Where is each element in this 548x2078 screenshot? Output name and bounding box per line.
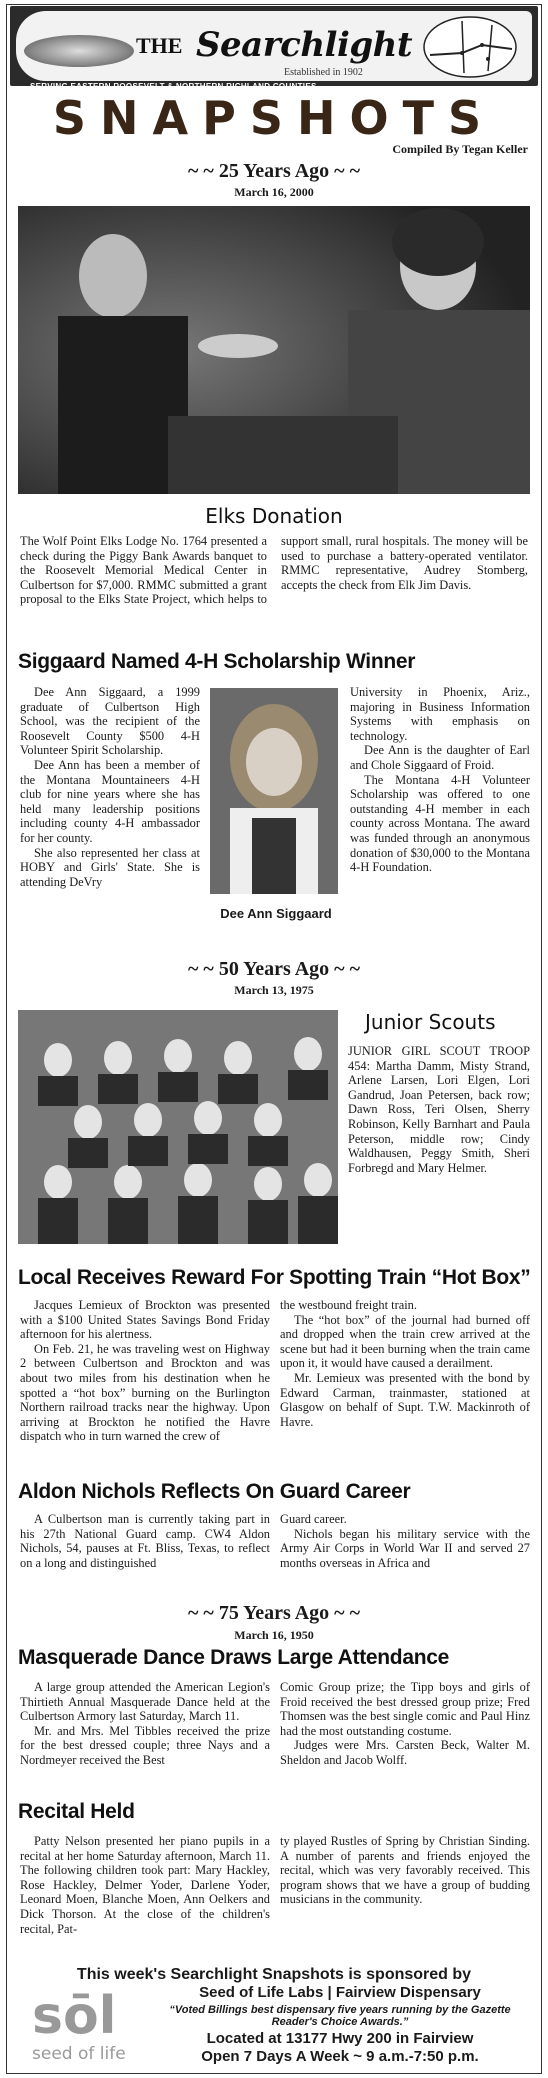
nichols-paragraph-1: A Culbertson man is currently taking part in his 27th National Guard camp. CW4 Aldon Nichols, 54, pauses at Ft. Bliss, Texas, to reflect on a long and distinguished: [20, 1512, 270, 1570]
nichols-paragraph-3: Nichols began his military service with the Army Air Corps in World War II and served 27 months overseas in Africa and: [280, 1526, 530, 1570]
recital-left-column: [20, 1834, 270, 1936]
train-paragraph-5: Mr. Lemieux was presented with the bond by Edward Carman, trainmaster, stationed at Glasgow on behalf of Supt. T.W. Mackinroth of Havre.: [280, 1370, 530, 1429]
train-left-column: [20, 1298, 270, 1444]
siggaard-paragraph-5: Dee Ann is the daughter of Earl and Chole Siggaard of Froid.: [350, 743, 530, 772]
junior-scouts-photo: [18, 1010, 338, 1244]
nichols-headline: Aldon Nichols Reflects On Guard Career: [18, 1480, 411, 1503]
siggaard-paragraph-6: The Montana 4-H Volunteer Scholarship was offered to one outstanding 4-H member in each county across Montana. The award was funded through an anonymous donation of $30,000 to the Montana 4-H Foundation.: [350, 772, 530, 875]
searchlight-lamp-icon: [24, 35, 134, 67]
siggaard-paragraph-3: She also represented her class at HOBY and Girls' State. She is attending DeVry: [20, 845, 200, 889]
compiled-by: Compiled By Tegan Keller: [392, 142, 528, 156]
elks-donation-photo: [18, 206, 530, 494]
masthead: [10, 6, 538, 91]
train-headline: Local Receives Reward For Spotting Train “Hot Box”: [18, 1266, 531, 1289]
elks-article-text: [20, 534, 528, 607]
recital-paragraph-1: Patty Nelson presented her piano pupils in a recital at her home Saturday afternoon, March 11. The following children took part: Mary Hackley, Rose Hackley, Delmer Yoder, Darlene Yoder, Leonard Moen, Blanche Moen, Ann Oelkers and Dick Thorson. At the close of the children's recital, Pat-: [20, 1834, 270, 1936]
era-date-75: March 16, 1950: [234, 1628, 314, 1642]
masthead-tagline: SERVING EASTERN ROOSEVELT & NORTHERN RICHLAND COUNTIES: [30, 82, 317, 91]
era-heading-25: ~ ~ 25 Years Ago ~ ~: [188, 160, 360, 182]
nichols-left-column: [20, 1512, 270, 1570]
sponsor-hours: Open 7 Days A Week ~ 9 a.m.-7:50 p.m.: [201, 2048, 479, 2065]
masthead-banner: [16, 11, 532, 81]
sponsor-quote: “Voted Billings best dispensary five years running by the Gazette Reader's Choice Awards.”: [169, 2004, 511, 2028]
siggaard-paragraph-4: University in Phoenix, Ariz., majoring in Business Information Systems with emphasis on technology.: [350, 685, 530, 743]
area-map-icon: [422, 15, 518, 79]
masquerade-paragraph-3: Comic Group prize; the Tipp boys and girls of Froid received the best dressed group prize; Fred Thomsen was the best single comic and Paul Hinz had the most outstanding costume.: [280, 1680, 530, 1738]
train-paragraph-2: On Feb. 21, he was traveling west on Highway 2 between Culbertson and Brockton and was about two miles from his destination when he spotted a “hot box” burning on the Burlington Northern railroad tracks near the highway. Upon arriving at Brockton he notified the Havre dispatch who in turn warned the crew of: [20, 1341, 270, 1444]
siggaard-right-column: [350, 685, 530, 875]
nichols-right-column: [280, 1512, 530, 1570]
masthead-established: Established in 1902: [284, 67, 363, 78]
siggaard-paragraph-2: Dee Ann has been a member of the Montana Mountaineers 4-H club for nine years where she has held many leadership positions including county 4-H ambassador for her county.: [20, 757, 200, 845]
masquerade-left-column: [20, 1680, 270, 1768]
train-paragraph-4: The “hot box” of the journal had burned off and dropped when the train crew arrived at the scene but had it been burning when the train came upon it, it would have caused a derailment.: [280, 1312, 530, 1371]
siggaard-left-column: [20, 685, 200, 889]
era-date-25: March 16, 2000: [234, 185, 314, 199]
junior-scouts-caption: Junior Scouts: [365, 1010, 496, 1034]
seed-of-life-logo: sōl: [32, 1986, 117, 2046]
era-heading-75: ~ ~ 75 Years Ago ~ ~: [188, 1602, 360, 1624]
recital-paragraph-2: ty played Rustles of Spring by Christian Sinding. A number of parents and friends enjoyed the recital, which was very favorably received. This program shows that we have a group of budding musicians in the community.: [280, 1834, 530, 1907]
train-paragraph-1: Jacques Lemieux of Brockton was presented with a $100 United States Savings Bond Friday afternoon for his alertness.: [20, 1298, 270, 1342]
masquerade-paragraph-1: A large group attended the American Legion's Thirtieth Annual Masquerade Dance held at the Culbertson Armory last Saturday, March 11.: [20, 1680, 270, 1724]
era-date-50: March 13, 1975: [234, 983, 314, 997]
era-heading-50: ~ ~ 50 Years Ago ~ ~: [188, 958, 360, 980]
page-title: SNAPSHOTS: [52, 91, 496, 145]
seed-of-life-logo-sub: seed of life: [32, 2044, 126, 2064]
sponsor-box: [10, 1962, 538, 2068]
sponsor-name: Seed of Life Labs | Fairview Dispensary: [199, 1984, 481, 2001]
junior-scouts-text: JUNIOR GIRL SCOUT TROOP 454: Martha Damm, Misty Strand, Arlene Larsen, Lori Elgen, Lori Gandrud, Joan Petersen, back row; Dawn Ross, Teri Olsen, Sherry Robinson, Kelly Barnhart and Paula Peterson, middle row; Cindy Waldhausen, Peggy Smith, Sheri Forbregd and Mary Helmer.: [348, 1044, 530, 1175]
masquerade-right-column: [280, 1680, 530, 1768]
masquerade-paragraph-4: Judges were Mrs. Carsten Beck, Walter M. Sheldon and Jacob Wolff.: [280, 1738, 530, 1767]
sponsor-location: Located at 13177 Hwy 200 in Fairview: [206, 2030, 474, 2047]
masquerade-headline: Masquerade Dance Draws Large Attendance: [18, 1646, 450, 1669]
siggaard-photo-label: Dee Ann Siggaard: [220, 906, 332, 921]
elks-photo-caption: Elks Donation: [205, 504, 343, 528]
elks-paragraph: The Wolf Point Elks Lodge No. 1764 presented a check during the Piggy Bank Awards banquet to the Roosevelt Memorial Medical Center in Culbertson for $7,000. RMMC submitted a grant proposal to the Elks State Project, which helps to support small, rural hospitals. The money will be used to purchase a battery-operated ventilator. RMMC representative, Audrey Stomberg, accepts the check from Elk Jim Davis.: [20, 534, 528, 607]
siggaard-portrait-photo: [210, 688, 338, 894]
train-paragraph-3: the westbound freight train.: [280, 1298, 417, 1312]
siggaard-headline: Siggaard Named 4-H Scholarship Winner: [18, 650, 416, 673]
masquerade-paragraph-2: Mr. and Mrs. Mel Tibbles received the prize for the best dressed couple; three Nays and a Nordmeyer received the Best: [20, 1723, 270, 1767]
recital-right-column: [280, 1834, 530, 1907]
siggaard-paragraph-1: Dee Ann Siggaard, a 1999 graduate of Culbertson High School, was the recipient of the Roosevelt County $500 4-H Volunteer Spirit Scholarship.: [20, 685, 200, 758]
nichols-paragraph-2: Guard career.: [280, 1512, 347, 1526]
recital-headline: Recital Held: [18, 1800, 135, 1823]
train-right-column: [280, 1298, 530, 1429]
masthead-the: THE: [136, 33, 183, 58]
sponsor-intro: This week's Searchlight Snapshots is sponsored by: [76, 1966, 472, 1983]
masthead-name: Searchlight: [196, 25, 413, 65]
